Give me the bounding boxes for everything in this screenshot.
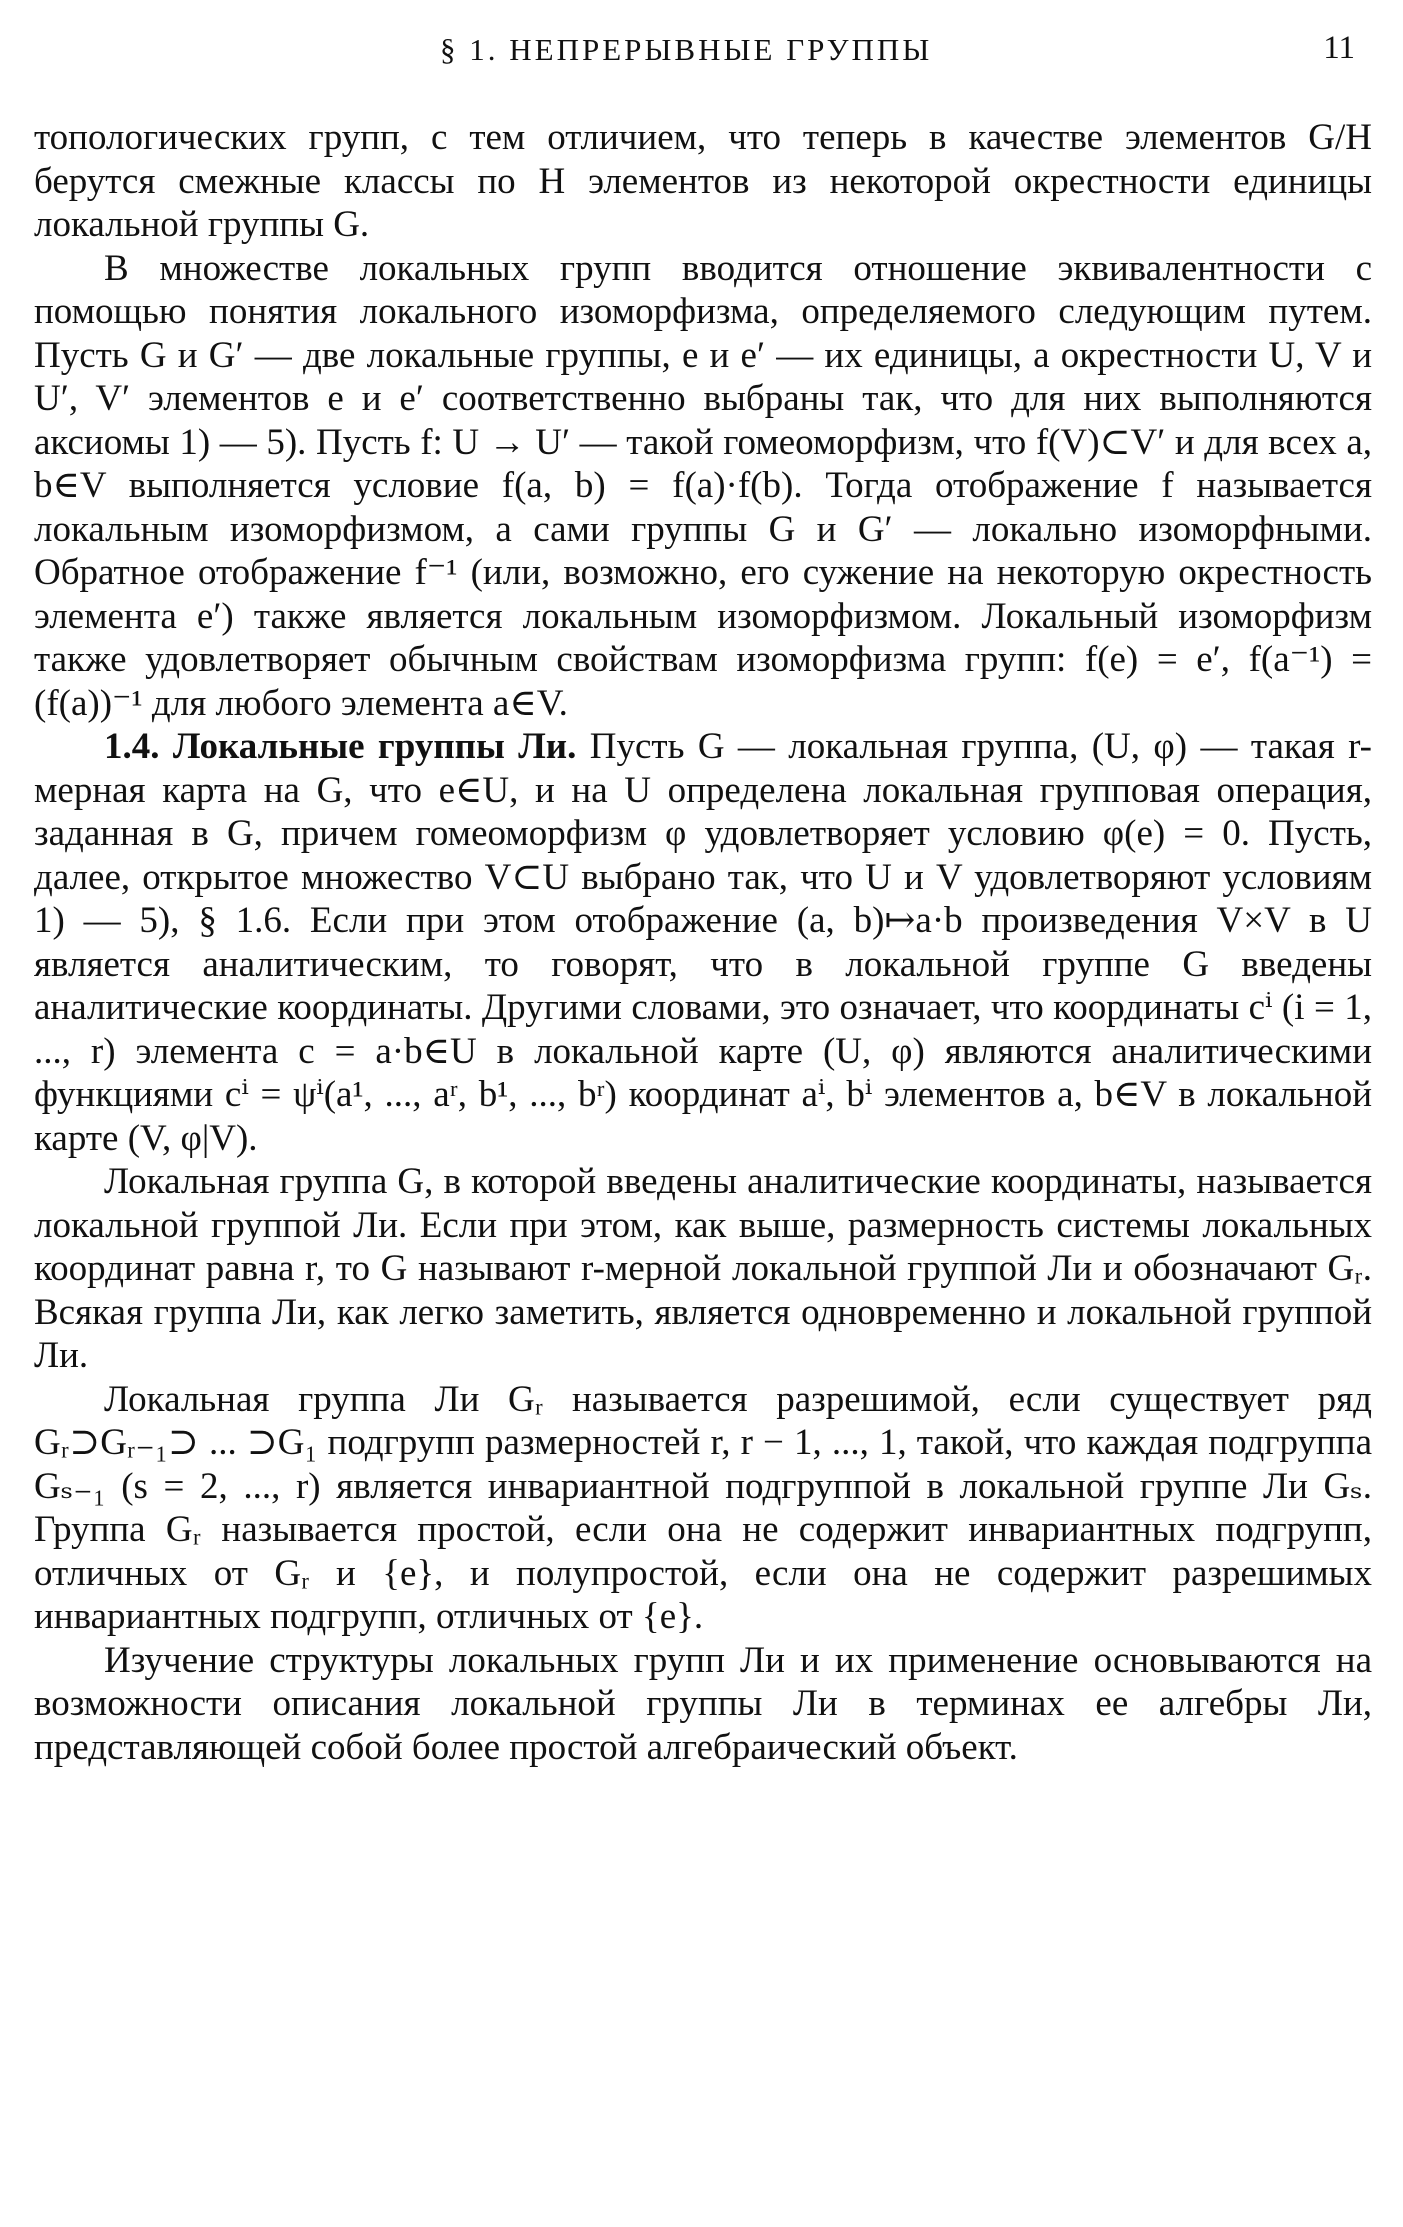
- paragraph-5: Локальная группа Ли Gᵣ называется разрешимой, если существует ряд Gᵣ⊃Gᵣ₋₁⊃ ... ⊃G₁ подгрупп размерностей r, r − 1, ..., 1, такой, что каждая подгруппа Gₛ₋₁ (s = 2, ..., r) является инвариантной подгруппой в локальной группе Ли Gₛ. Группа Gᵣ называется простой, если она не содержит инвариантных подгрупп, отличных от Gᵣ и {e}, и полупростой, если она не содержит разрешимых инвариантных подгрупп, отличных от {e}.: [34, 1378, 1372, 1637]
- page-number: 11: [1323, 30, 1355, 66]
- paragraph-2: В множестве локальных групп вводится отношение эквивалентности с помощью понятия локального изоморфизма, определяемого следующим путем. Пусть G и G′ — две локальные группы, e и e′ — их единицы, а окрестности U, V и U′, V′ элементов e и e′ соответственно выбраны так, что для них выполняются аксиомы 1) — 5). Пусть f: U → U′ — такой гомеоморфизм, что f(V)⊂V′ и для всех a, b∈V выполняется условие f(a, b) = f(a)·f(b). Тогда отображение f называется локальным изоморфизмом, а сами группы G и G′ — локально изоморфными. Обратное отображение f⁻¹ (или, возможно, его сужение на некоторую окрестность элемента e′) также является локальным изоморфизмом. Локальный изоморфизм также удовлетворяет обычным свойствам изоморфизма групп: f(e) = e′, f(a⁻¹) = (f(a))⁻¹ для любого элемента a∈V.: [34, 247, 1372, 724]
- page-body: [34, 116, 1372, 1769]
- paragraph-3-text: Пусть G — локальная группа, (U, φ) — такая r-мерная карта на G, что e∈U, и на U определена локальная групповая операция, заданная в G, причем гомеоморфизм φ удовлетворяет условию φ(e) = 0. Пусть, далее, открытое множество V⊂U выбрано так, что U и V удовлетворяют условиям 1) — 5), § 1.6. Если при этом отображение (a, b)↦a·b произведения V×V в U является аналитическим, то говорят, что в локальной группе G введены аналитические координаты. Другими словами, это означает, что координаты cⁱ (i = 1, ..., r) элемента c = a·b∈U в локальной карте (U, φ) являются аналитическими функциями cⁱ = ψⁱ(a¹, ..., aʳ, b¹, ..., bʳ) координат aⁱ, bⁱ элементов a, b∈V в локальной карте (V, φ|V).: [34, 726, 1372, 1159]
- paragraph-3: [34, 725, 1372, 1160]
- paragraph-4: Локальная группа G, в которой введены аналитические координаты, называется локальной группой Ли. Если при этом, как выше, размерность системы локальных координат равна r, то G называют r-мерной локальной группой Ли и обозначают Gᵣ. Всякая группа Ли, как легко заметить, является одновременно и локальной группой Ли.: [34, 1161, 1372, 1376]
- running-head: § 1. НЕПРЕРЫВНЫЕ ГРУППЫ: [440, 32, 933, 67]
- paragraph-6: Изучение структуры локальных групп Ли и их применение основываются на возможности описания локальной группы Ли в терминах ее алгебры Ли, представляющей собой более простой алгебраический объект.: [34, 1639, 1372, 1768]
- paragraph-1: топологических групп, с тем отличием, что теперь в качестве элементов G/H берутся смежные классы по H элементов из некоторой окрестности единицы локальной группы G.: [34, 117, 1372, 245]
- section-heading: 1.4. Локальные группы Ли.: [104, 726, 577, 767]
